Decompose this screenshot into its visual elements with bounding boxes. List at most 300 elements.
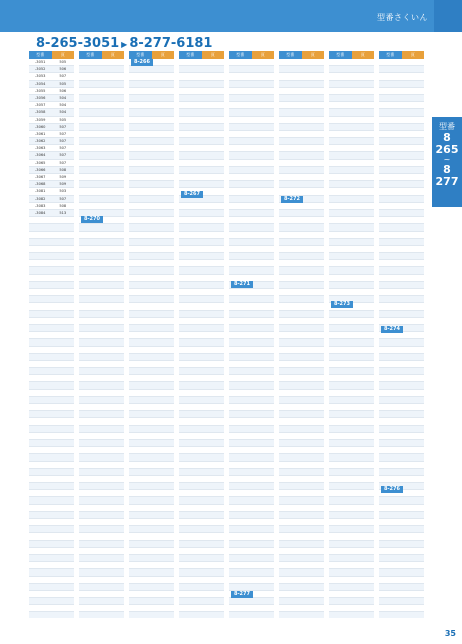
table-row	[179, 382, 224, 389]
page-cell	[352, 95, 375, 101]
page-cell	[152, 584, 175, 590]
model-cell	[279, 339, 302, 345]
page-cell	[152, 145, 175, 151]
page-cell	[102, 505, 125, 511]
model-cell	[279, 519, 302, 525]
model-cell	[229, 196, 252, 202]
column-header	[79, 51, 124, 59]
model-cell	[379, 224, 402, 230]
page-cell	[152, 454, 175, 460]
table-row	[229, 447, 274, 454]
model-cell	[279, 483, 302, 489]
table-row	[379, 418, 424, 425]
model-cell	[179, 325, 202, 331]
page-cell	[402, 81, 425, 87]
page-cell	[52, 454, 75, 460]
page-cell	[252, 239, 275, 245]
model-cell	[279, 397, 302, 403]
table-row	[229, 210, 274, 217]
model-cell	[229, 260, 252, 266]
table-row	[229, 598, 274, 605]
table-row	[229, 375, 274, 382]
page-cell	[52, 296, 75, 302]
model-cell	[379, 253, 402, 259]
section-marker: 8-267	[181, 191, 203, 198]
table-row	[329, 541, 374, 548]
page-cell	[352, 555, 375, 561]
table-row	[279, 612, 324, 618]
model-cell	[29, 462, 52, 468]
table-row	[379, 210, 424, 217]
page-cell	[52, 347, 75, 353]
model-cell	[229, 612, 252, 618]
table-row	[279, 131, 324, 138]
table-row	[379, 203, 424, 210]
page-cell	[252, 548, 275, 554]
page-cell	[152, 174, 175, 180]
model-cell	[229, 476, 252, 482]
table-row	[129, 591, 174, 598]
model-cell	[129, 382, 152, 388]
table-row	[179, 555, 224, 562]
table-row	[229, 59, 274, 66]
page-cell	[52, 598, 75, 604]
model-cell	[79, 562, 102, 568]
model-cell	[29, 303, 52, 309]
model-cell	[229, 490, 252, 496]
page-cell	[302, 476, 325, 482]
page-cell	[102, 66, 125, 72]
model-cell	[179, 311, 202, 317]
table-row	[329, 605, 374, 612]
table-row	[279, 447, 324, 454]
table-row	[279, 361, 324, 368]
table-row	[379, 267, 424, 274]
model-cell	[179, 138, 202, 144]
page-cell	[152, 217, 175, 223]
page-cell: 507	[59, 131, 67, 136]
page-cell	[402, 397, 425, 403]
model-cell	[229, 311, 252, 317]
model-cell	[29, 577, 52, 583]
model-cell	[279, 217, 302, 223]
page-cell	[402, 296, 425, 302]
model-cell	[329, 591, 352, 597]
table-row	[229, 605, 274, 612]
page-cell	[102, 124, 125, 130]
page-cell	[352, 210, 375, 216]
model-cell	[279, 577, 302, 583]
page-cell	[252, 275, 275, 281]
page-cell	[202, 124, 225, 130]
model-cell	[379, 66, 402, 72]
page-cell	[102, 203, 125, 209]
model-cell	[179, 318, 202, 324]
page-cell	[252, 526, 275, 532]
model-cell	[229, 246, 252, 252]
table-row	[79, 303, 124, 310]
model-cell	[379, 145, 402, 151]
table-row	[179, 519, 224, 526]
model-cell	[129, 102, 152, 108]
page-cell	[202, 591, 225, 597]
model-cell	[379, 210, 402, 216]
model-cell	[379, 124, 402, 130]
page-cell	[52, 519, 75, 525]
page-cell	[402, 447, 425, 453]
model-cell	[329, 569, 352, 575]
model-cell	[129, 433, 152, 439]
section-marker: 8-266	[131, 59, 153, 66]
model-cell	[229, 426, 252, 432]
model-cell	[279, 275, 302, 281]
table-row	[229, 188, 274, 195]
table-row	[29, 196, 74, 203]
table-row	[179, 339, 224, 346]
page-cell	[252, 88, 275, 94]
model-cell	[179, 224, 202, 230]
model-cell	[79, 275, 102, 281]
table-row	[329, 174, 374, 181]
table-row	[379, 404, 424, 411]
model-cell	[229, 577, 252, 583]
model-cell	[229, 73, 252, 79]
model-cell	[179, 548, 202, 554]
page-cell	[252, 584, 275, 590]
table-row	[129, 124, 174, 131]
table-row	[129, 160, 174, 167]
table-row	[179, 512, 224, 519]
model-cell	[379, 102, 402, 108]
page-cell	[252, 612, 275, 618]
table-row	[379, 555, 424, 562]
model-cell	[79, 95, 102, 101]
page-cell	[252, 181, 275, 187]
table-row	[29, 167, 74, 174]
model-cell	[79, 483, 102, 489]
table-row	[79, 167, 124, 174]
page-cell	[402, 88, 425, 94]
table-row	[29, 497, 74, 504]
model-cell	[179, 339, 202, 345]
table-row	[179, 354, 224, 361]
page-cell	[252, 81, 275, 87]
model-cell	[129, 81, 152, 87]
model-cell	[329, 339, 352, 345]
model-cell	[329, 418, 352, 424]
table-row	[179, 397, 224, 404]
page-cell	[252, 577, 275, 583]
page-cell	[102, 447, 125, 453]
model-cell	[129, 361, 152, 367]
table-row	[379, 440, 424, 447]
model-cell	[179, 347, 202, 353]
table-row	[129, 196, 174, 203]
model-cell	[379, 598, 402, 604]
table-row	[279, 483, 324, 490]
model-cell	[129, 73, 152, 79]
page-cell	[52, 375, 75, 381]
page-cell	[302, 598, 325, 604]
model-cell	[279, 318, 302, 324]
page-cell	[102, 483, 125, 489]
table-row	[229, 533, 274, 540]
page-cell	[302, 188, 325, 194]
page-cell	[252, 203, 275, 209]
table-row	[79, 605, 124, 612]
table-row	[79, 541, 124, 548]
model-cell	[279, 526, 302, 532]
model-cell	[379, 81, 402, 87]
table-row	[29, 397, 74, 404]
page-cell	[352, 505, 375, 511]
page-cell	[152, 541, 175, 547]
page-cell	[402, 203, 425, 209]
page-cell	[352, 239, 375, 245]
table-row	[229, 569, 274, 576]
table-row	[29, 282, 74, 289]
model-cell	[279, 239, 302, 245]
table-row	[129, 188, 174, 195]
model-cell	[79, 246, 102, 252]
page-cell	[102, 605, 125, 611]
table-row	[229, 102, 274, 109]
model-cell	[379, 117, 402, 123]
page-cell	[352, 318, 375, 324]
page-cell	[352, 232, 375, 238]
page-cell	[202, 476, 225, 482]
table-row	[229, 152, 274, 159]
model-cell	[329, 526, 352, 532]
page-cell: 504	[59, 103, 67, 108]
page-cell	[102, 490, 125, 496]
model-cell	[279, 476, 302, 482]
model-cell: -3067	[35, 175, 46, 179]
page-cell	[52, 497, 75, 503]
model-cell	[179, 541, 202, 547]
model-cell	[29, 339, 52, 345]
table-row	[279, 81, 324, 88]
table-row	[229, 462, 274, 469]
page-cell	[302, 397, 325, 403]
table-row	[129, 318, 174, 325]
table-row	[279, 577, 324, 584]
model-cell	[179, 303, 202, 309]
page-cell	[102, 138, 125, 144]
model-cell	[129, 124, 152, 130]
table-row	[179, 548, 224, 555]
table-row	[79, 188, 124, 195]
page-cell	[302, 217, 325, 223]
table-row	[129, 368, 174, 375]
model-cell	[329, 138, 352, 144]
model-cell	[329, 390, 352, 396]
model-cell	[179, 95, 202, 101]
model-cell	[29, 267, 52, 273]
table-row	[379, 296, 424, 303]
page-cell	[202, 239, 225, 245]
model-cell	[79, 569, 102, 575]
page-cell	[202, 160, 225, 166]
model-cell	[329, 152, 352, 158]
page-cell	[202, 605, 225, 611]
page-cell	[302, 541, 325, 547]
table-row	[379, 598, 424, 605]
table-column-group	[179, 51, 224, 618]
model-cell	[229, 541, 252, 547]
page-cell: 505	[59, 117, 67, 122]
table-row	[129, 210, 174, 217]
table-row	[129, 325, 174, 332]
page-cell	[102, 361, 125, 367]
page-cell	[352, 541, 375, 547]
table-row	[329, 476, 374, 483]
model-cell	[29, 275, 52, 281]
table-row	[129, 612, 174, 618]
model-cell	[129, 282, 152, 288]
table-row	[79, 203, 124, 210]
model-cell: -3052	[35, 67, 46, 72]
table-row	[229, 354, 274, 361]
table-row	[329, 339, 374, 346]
page-cell	[402, 598, 425, 604]
model-cell	[129, 404, 152, 410]
page-cell	[302, 59, 325, 65]
model-cell	[79, 469, 102, 475]
page-cell	[52, 267, 75, 273]
model-cell	[229, 569, 252, 575]
table-row	[329, 548, 374, 555]
model-cell	[179, 368, 202, 374]
page-cell	[352, 476, 375, 482]
table-row	[329, 569, 374, 576]
column-header	[179, 51, 224, 59]
table-row	[279, 533, 324, 540]
model-cell	[279, 145, 302, 151]
table-row	[279, 102, 324, 109]
page-cell	[252, 541, 275, 547]
model-cell	[379, 382, 402, 388]
page-cell	[302, 95, 325, 101]
table-row	[29, 447, 74, 454]
model-cell	[179, 555, 202, 561]
page-cell	[52, 411, 75, 417]
model-cell	[229, 497, 252, 503]
table-row	[229, 167, 274, 174]
page-cell	[302, 591, 325, 597]
model-cell	[379, 476, 402, 482]
model-cell	[279, 181, 302, 187]
page-cell	[302, 66, 325, 72]
page-cell	[152, 239, 175, 245]
model-cell	[29, 512, 52, 518]
page-cell	[352, 404, 375, 410]
page-cell	[302, 469, 325, 475]
page-cell	[52, 239, 75, 245]
table-row	[379, 88, 424, 95]
table-row	[29, 569, 74, 576]
side-index-tab	[432, 117, 462, 207]
page-cell	[52, 224, 75, 230]
model-cell	[329, 584, 352, 590]
table-row	[29, 145, 74, 152]
page-cell	[102, 418, 125, 424]
table-row	[79, 548, 124, 555]
table-row	[29, 591, 74, 598]
side-tab-to-sub: 277	[435, 175, 459, 188]
model-cell	[229, 562, 252, 568]
model-cell	[379, 282, 402, 288]
model-cell	[79, 81, 102, 87]
model-cell	[129, 612, 152, 618]
page-cell	[202, 109, 225, 115]
model-cell	[329, 555, 352, 561]
table-row	[279, 260, 324, 267]
model-cell	[229, 131, 252, 137]
page-cell	[52, 483, 75, 489]
model-cell	[229, 224, 252, 230]
page-cell	[352, 577, 375, 583]
model-cell	[329, 282, 352, 288]
table-row	[279, 145, 324, 152]
page-cell	[302, 512, 325, 518]
page-cell	[402, 591, 425, 597]
page-cell	[402, 289, 425, 295]
table-row	[179, 217, 224, 224]
model-cell	[279, 368, 302, 374]
model-cell	[29, 224, 52, 230]
model-cell	[129, 246, 152, 252]
page-cell	[252, 433, 275, 439]
model-cell	[129, 332, 152, 338]
model-cell	[329, 469, 352, 475]
page-cell	[102, 512, 125, 518]
page-cell	[202, 361, 225, 367]
model-cell	[129, 339, 152, 345]
model-cell	[279, 296, 302, 302]
table-row	[279, 548, 324, 555]
model-cell	[229, 138, 252, 144]
model-cell: -3066	[35, 167, 46, 172]
page-cell	[102, 232, 125, 238]
table-row	[79, 390, 124, 397]
model-cell	[79, 311, 102, 317]
table-row	[229, 577, 274, 584]
page-cell	[102, 612, 125, 618]
table-column-group	[329, 51, 374, 618]
page-cell	[402, 404, 425, 410]
table-row	[179, 275, 224, 282]
page-cell	[352, 109, 375, 115]
table-row	[179, 325, 224, 332]
table-row	[29, 88, 74, 95]
table-row	[379, 454, 424, 461]
page-cell	[352, 246, 375, 252]
table-row	[29, 339, 74, 346]
page-cell	[102, 145, 125, 151]
table-row	[229, 95, 274, 102]
model-cell	[79, 447, 102, 453]
page-cell	[252, 512, 275, 518]
table-row	[129, 152, 174, 159]
table-row	[279, 541, 324, 548]
model-cell	[179, 519, 202, 525]
page-cell	[402, 433, 425, 439]
page-cell	[402, 382, 425, 388]
table-row	[229, 253, 274, 260]
table-row	[379, 232, 424, 239]
page-cell	[252, 339, 275, 345]
